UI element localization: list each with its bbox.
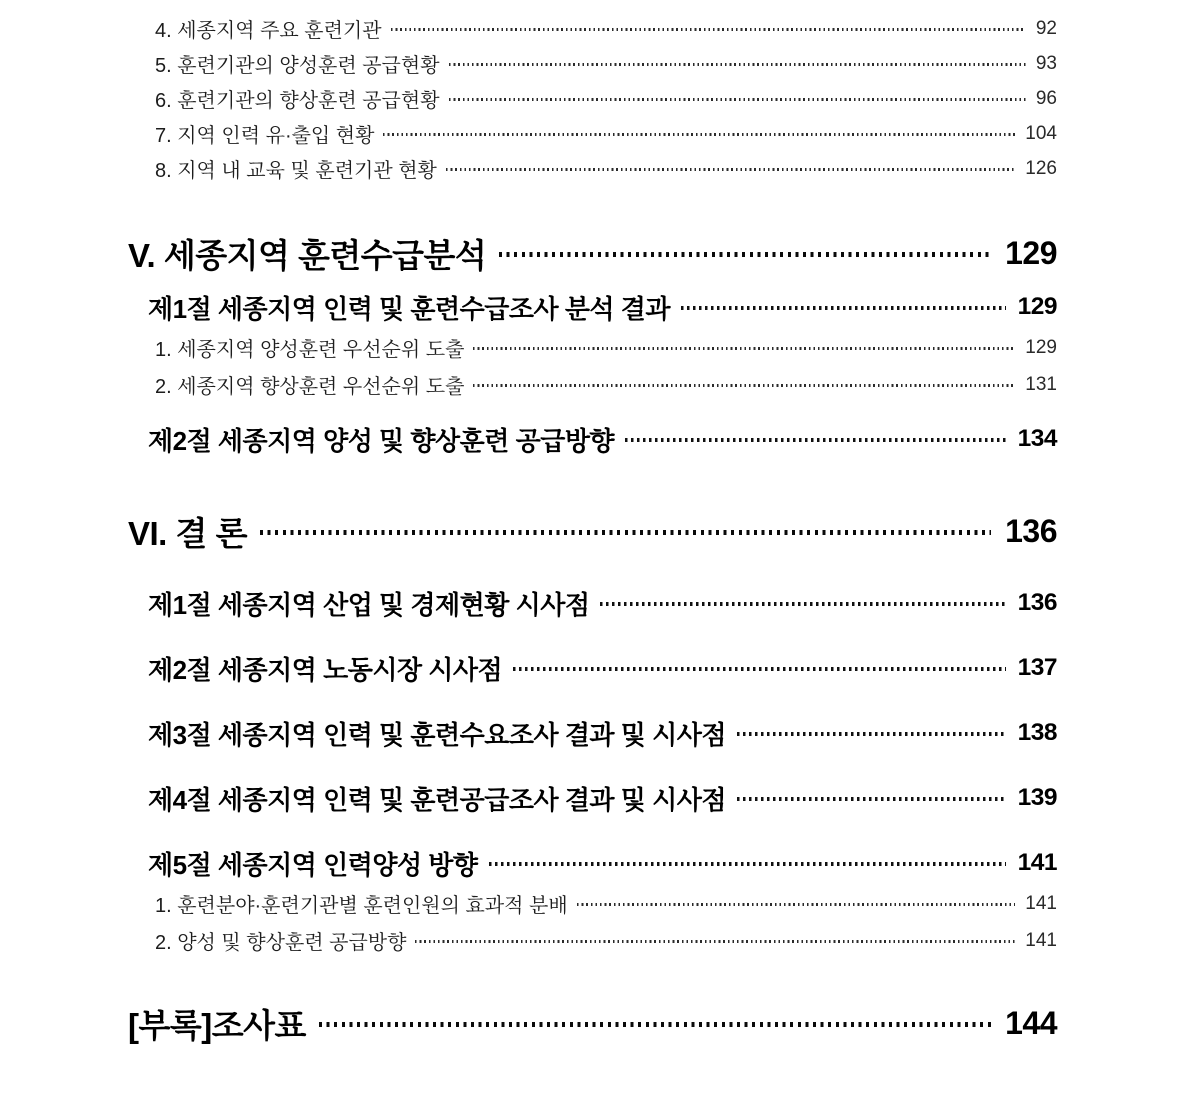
dotted-leader — [600, 602, 1005, 606]
toc-entry-page: 131 — [1025, 373, 1057, 395]
toc-section-label: 제1절 세종지역 산업 및 경제현황 시사점 — [148, 589, 590, 620]
toc-section-page: 129 — [1017, 293, 1057, 320]
toc-entry — [128, 11, 1057, 46]
toc-section-heading — [128, 846, 1057, 880]
toc-section-label: 제4절 세종지역 인력 및 훈련공급조사 결과 및 시사점 — [148, 784, 726, 815]
toc-section-heading — [128, 781, 1057, 815]
dotted-leader — [449, 98, 1026, 101]
toc-chapter-heading — [128, 230, 1057, 276]
dotted-leader — [737, 732, 1006, 736]
toc-section-heading — [128, 586, 1057, 620]
toc-entry-label: 5. 훈련기관의 양성훈련 공급현황 — [155, 55, 440, 77]
dotted-leader — [577, 903, 1016, 906]
dotted-leader — [449, 63, 1026, 66]
dotted-leader — [625, 438, 1006, 442]
toc-entry-label: 2. 세종지역 향상훈련 우선순위 도출 — [155, 376, 465, 398]
toc-section-page: 136 — [1017, 589, 1057, 616]
toc-section-label: 제3절 세종지역 인력 및 훈련수요조사 결과 및 시사점 — [148, 719, 726, 750]
toc-section-page: 139 — [1017, 784, 1057, 811]
toc-chapter-heading — [128, 508, 1057, 554]
toc-entry-page: 141 — [1025, 929, 1057, 951]
toc-chapter-label: [부록]조사표 — [128, 1006, 306, 1044]
toc-chapter-label: VI. 결 론 — [128, 514, 247, 552]
toc-section-heading — [128, 651, 1057, 685]
toc-entry — [128, 367, 1057, 402]
toc-entry-label: 1. 훈련분야·훈련기관별 훈련인원의 효과적 분배 — [155, 895, 568, 917]
toc-section-heading — [128, 422, 1057, 456]
toc-entry — [128, 151, 1057, 186]
toc-entry-page: 93 — [1035, 52, 1057, 74]
dotted-leader — [681, 306, 1006, 310]
dotted-leader — [473, 384, 1015, 387]
toc-section-page: 138 — [1017, 719, 1057, 746]
dotted-leader — [319, 1022, 991, 1027]
toc-section-page: 137 — [1017, 654, 1057, 681]
dotted-leader — [446, 168, 1015, 171]
toc-entry — [128, 330, 1057, 365]
dotted-leader — [513, 667, 1005, 671]
dotted-leader — [489, 862, 1006, 866]
toc-entry-label: 8. 지역 내 교육 및 훈련기관 현황 — [155, 160, 437, 182]
dotted-leader — [383, 133, 1015, 136]
toc-section-label: 제2절 세종지역 노동시장 시사점 — [148, 654, 503, 685]
toc-section-label: 제2절 세종지역 양성 및 향상훈련 공급방향 — [148, 425, 615, 456]
toc-chapter-label: V. 세종지역 훈련수급분석 — [128, 236, 487, 274]
dotted-leader — [391, 28, 1026, 31]
dotted-leader — [260, 530, 991, 535]
dotted-leader — [415, 940, 1015, 943]
dotted-leader — [473, 347, 1015, 350]
toc-entry — [128, 46, 1057, 81]
toc-section-label: 제1절 세종지역 인력 및 훈련수급조사 분석 결과 — [148, 293, 671, 324]
toc-entry-label: 2. 양성 및 향상훈련 공급방향 — [155, 932, 407, 954]
toc-chapter-page: 144 — [1005, 1004, 1057, 1041]
dotted-leader — [499, 252, 991, 257]
toc-entry-label: 1. 세종지역 양성훈련 우선순위 도출 — [155, 339, 465, 361]
toc-entry-page: 141 — [1025, 892, 1057, 914]
dotted-leader — [737, 797, 1006, 801]
toc-entry-page: 92 — [1035, 17, 1057, 39]
toc-chapter-heading — [128, 1000, 1057, 1046]
toc-entry-page: 96 — [1035, 87, 1057, 109]
toc-chapter-page: 129 — [1005, 234, 1057, 271]
toc-entry-page: 129 — [1025, 336, 1057, 358]
toc-section-page: 134 — [1017, 425, 1057, 452]
toc-section-label: 제5절 세종지역 인력양성 방향 — [148, 849, 478, 880]
toc-chapter-page: 136 — [1005, 512, 1057, 549]
toc-entry-label: 7. 지역 인력 유·출입 현황 — [155, 125, 375, 147]
toc-entry-page: 126 — [1025, 157, 1057, 179]
toc-section-heading — [128, 716, 1057, 750]
toc-entry — [128, 886, 1057, 921]
toc-section-page: 141 — [1017, 849, 1057, 876]
toc-section-heading — [128, 290, 1057, 324]
toc-entry-page: 104 — [1025, 122, 1057, 144]
toc-entry — [128, 81, 1057, 116]
toc-entry — [128, 923, 1057, 958]
toc-entry-label: 6. 훈련기관의 향상훈련 공급현황 — [155, 90, 440, 112]
toc-entry — [128, 116, 1057, 151]
toc-entry-label: 4. 세종지역 주요 훈련기관 — [155, 20, 382, 42]
